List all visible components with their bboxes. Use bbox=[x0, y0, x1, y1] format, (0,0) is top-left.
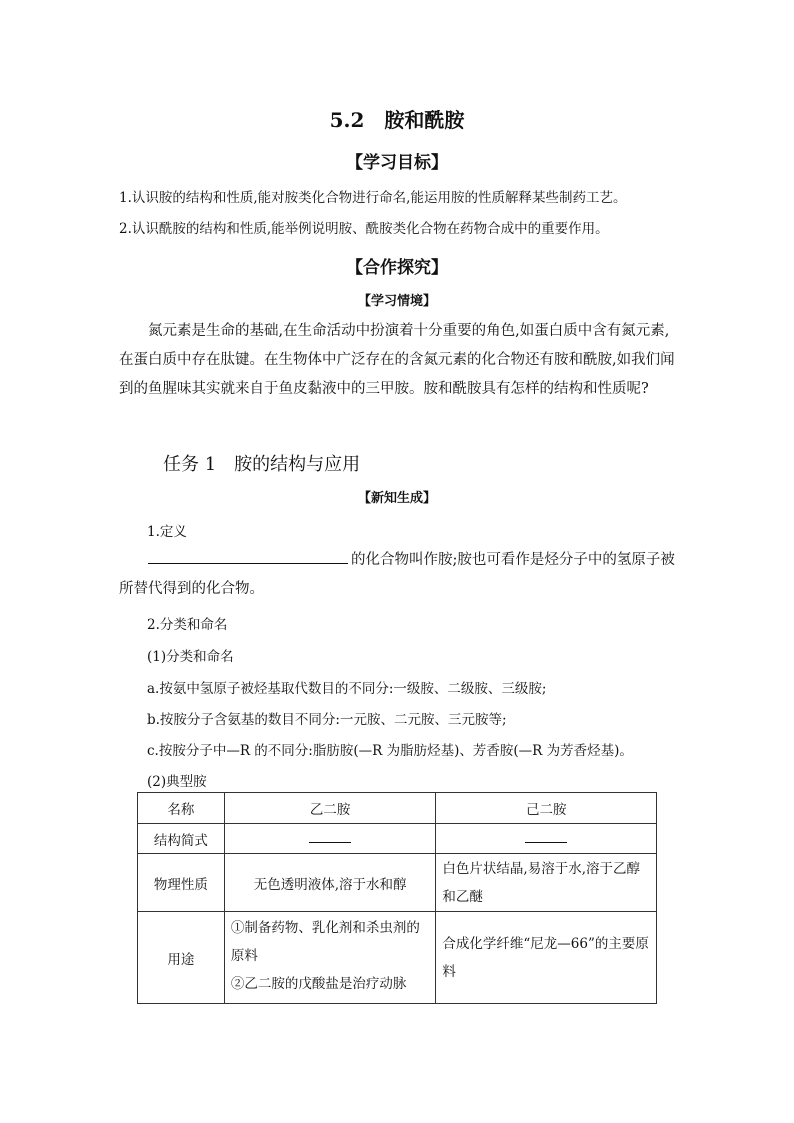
typical-amines-heading: (2)典型胺 bbox=[147, 774, 207, 790]
table-header-cell: 己二胺 bbox=[436, 793, 657, 824]
definition-paragraph bbox=[119, 546, 679, 604]
table-cell bbox=[224, 912, 436, 1004]
fill-blank[interactable] bbox=[148, 549, 348, 564]
objective-item-2: 2.认识酰胺的结构和性质,能举例说明胺、酰胺类化合物在药物合成中的重要作用。 bbox=[119, 221, 609, 237]
row-label: 物理性质 bbox=[138, 854, 225, 912]
table-cell: 合成化学纤维“尼龙—66”的主要原料 bbox=[436, 912, 657, 1004]
structure-blank-1[interactable] bbox=[224, 824, 436, 854]
table-row bbox=[138, 854, 657, 912]
typical-amines-table bbox=[137, 792, 657, 1004]
row-label: 用途 bbox=[138, 912, 225, 1004]
classification-subheading: (1)分类和命名 bbox=[147, 649, 234, 665]
row-label: 结构简式 bbox=[138, 824, 225, 854]
definition-text: 的化合物叫作胺;胺也可看作是烃分子中的氢原子被所替代得到的化合物。 bbox=[119, 552, 675, 597]
table-row bbox=[138, 912, 657, 1004]
task1-heading: 任务 1 胺的结构与应用 bbox=[163, 454, 361, 475]
definition-heading: 1.定义 bbox=[147, 524, 187, 540]
use-item-2: ②乙二胺的戊酸盐是治疗动脉 bbox=[230, 976, 407, 992]
table-row bbox=[138, 824, 657, 854]
use-item-1: ①制备药物、乳化剂和杀虫剂的原料 bbox=[230, 920, 420, 964]
table-cell: 无色透明液体,溶于水和醇 bbox=[224, 854, 436, 912]
structure-blank-2[interactable] bbox=[436, 824, 657, 854]
table-header-cell: 乙二胺 bbox=[224, 793, 436, 824]
classification-item-c: c.按胺分子中—R 的不同分:脂肪胺(—R 为脂肪烃基)、芳香胺(—R 为芳香烃基)。 bbox=[147, 743, 633, 759]
objective-item-1: 1.认识胺的结构和性质,能对胺类化合物进行命名,能运用胺的性质解释某些制药工艺。 bbox=[119, 190, 627, 206]
page-title: 5.2 胺和酰胺 bbox=[329, 108, 465, 132]
table-cell: 白色片状结晶,易溶于水,溶于乙醇和乙醚 bbox=[436, 854, 657, 912]
table-header-row bbox=[138, 793, 657, 824]
objectives-heading: 【学习目标】 bbox=[346, 153, 448, 173]
situation-paragraph: 氮元素是生命的基础,在生命活动中扮演着十分重要的角色,如蛋白质中含有氮元素,在蛋白质中存在肽键。在生物体中广泛存在的含氮元素的化合物还有胺和酰胺,如我们闻到的鱼腥味其实就来自于鱼皮黏液中的三甲胺。胺和酰胺具有怎样的结构和性质呢? bbox=[119, 323, 675, 397]
cooperation-heading: 【合作探究】 bbox=[346, 258, 448, 278]
classification-item-a: a.按氨中氢原子被烃基取代数目的不同分:一级胺、二级胺、三级胺; bbox=[147, 681, 547, 697]
new-knowledge-heading: 【新知生成】 bbox=[357, 491, 436, 506]
situation-heading: 【学习情境】 bbox=[357, 294, 436, 309]
classification-heading: 2.分类和命名 bbox=[147, 617, 228, 633]
classification-item-b: b.按胺分子含氨基的数目不同分:一元胺、二元胺、三元胺等; bbox=[147, 712, 507, 728]
table-header-cell: 名称 bbox=[138, 793, 225, 824]
